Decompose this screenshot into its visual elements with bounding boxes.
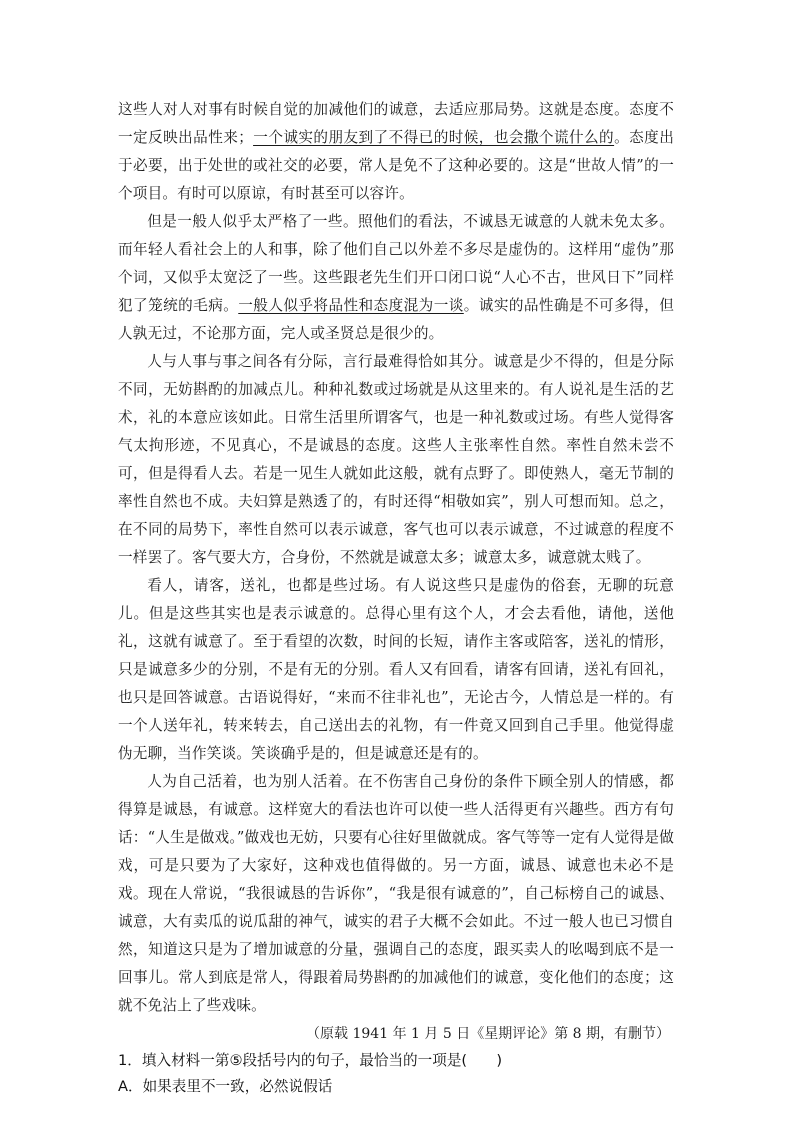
paragraph-2-text-a: 但是一般人似乎太严格了一些。照他们的看法，不诚恳无诚意的人就未免太多。而年轻人看社会上的人和事，除了他们自己以外差不多尽是虚伪的。这样用“虚伪”那个词，又似乎太宽泛了一些。这些跟老先生们开口闭口说“人心不古，世风日下”同样犯了笼统的毛病。 [118,213,674,314]
paragraph-1 [118,96,674,208]
question-option-a[interactable]: A．如果表里不一致，必然说假话 [118,1078,333,1095]
paragraph-1-underlined-sentence: 一个诚实的朋友到了不得已的时候，也会撒个谎什么的 [253,129,615,146]
paragraph-2-text-b: 。诚实的品性确是不可多得，但人孰无过，不论那方面，完人或圣贤总是很少的。 [118,297,674,342]
paragraph-5: 人为自己活着，也为别人活着。在不伤害自己身份的条件下顾全别人的情感，都得算是诚恳，有诚意。这样宽大的看法也许可以使一些人活得更有兴趣些。西方有句话：“人生是做戏。”做戏也无妨，只要有心往好里做就成。客气等等一定有人觉得是做戏，可是只要为了大家好，这种戏也值得做的。另一方面，诚恳、诚意也未必不是戏。现在人常说，“我很诚恳的告诉你”，“我是很有诚意的”，自己标榜自己的诚恳、诚意，大有卖瓜的说瓜甜的神气，诚实的君子大概不会如此。不过一般人也已习惯自然，知道这只是为了增加诚意的分量，强调自己的态度，跟买卖人的吆喝到底不是一回事儿。常人到底是常人，得跟着局势斟酌的加减他们的诚意，变化他们的态度；这就不免沾上了些戏味。 [118,773,674,1014]
source-citation: （原载 1941 年 1 月 5 日《星期评论》第 8 期，有删节） [306,1026,670,1042]
paragraph-1-text-b: 。态度出于必要，出于处世的或社交的必要，常人是免不了这种必要的。这是“世故人情”的一个项目。有时可以原谅，有时甚至可以容许。 [118,129,674,202]
paragraph-3: 人与人事与事之间各有分际，言行最难得恰如其分。诚意是少不得的，但是分际不同，无妨斟酌的加减点儿。种种礼数或过场就是从这里来的。有人说礼是生活的艺术，礼的本意应该如此。日常生活里所谓客气，也是一种礼数或过场。有些人觉得客气太拘形迹，不见真心，不是诚恳的态度。这些人主张率性自然。率性自然未尝不可，但是得看人去。若是一见生人就如此这般，就有点野了。即使熟人，毫无节制的率性自然也不成。夫妇算是熟透了的，有时还得“相敬如宾”，别人可想而知。总之，在不同的局势下，率性自然可以表示诚意，客气也可以表示诚意，不过诚意的程度不一样罢了。客气要大方，合身份，不然就是诚意太多；诚意太多，诚意就太贱了。 [118,353,674,566]
paragraph-2 [118,208,674,348]
paragraph-4: 看人，请客，送礼，也都是些过场。有人说这些只是虚伪的俗套，无聊的玩意儿。但是这些其实也是表示诚意的。总得心里有这个人，才会去看他，请他，送他礼，这就有诚意了。至于看望的次数，时间的长短，请作主客或陪客，送礼的情形，只是诚意多少的分别，不是有无的分别。看人又有回看，请客有回请，送礼有回礼，也只是回答诚意。古语说得好，“来而不往非礼也”，无论古今，人情总是一样的。有一个人送年礼，转来转去，自己送出去的礼物，有一件竟又回到自己手里。他觉得虚伪无聊，当作笑谈。笑谈确乎是的，但是诚意还是有的。 [118,577,674,762]
paragraph-1-text-a: 这些人对人对事有时候自觉的加减他们的诚意，去适应那局势。这就是态度。态度不一定反映出品性来； [118,101,674,146]
question-stem: 1．填入材料一第⑤段括号内的句子，最恰当的一项是( ) [118,1052,503,1069]
paragraph-2-underlined-sentence: 一般人似乎将品性和态度混为一谈 [238,297,464,314]
article-body [118,96,674,1020]
document-page [118,96,674,1100]
